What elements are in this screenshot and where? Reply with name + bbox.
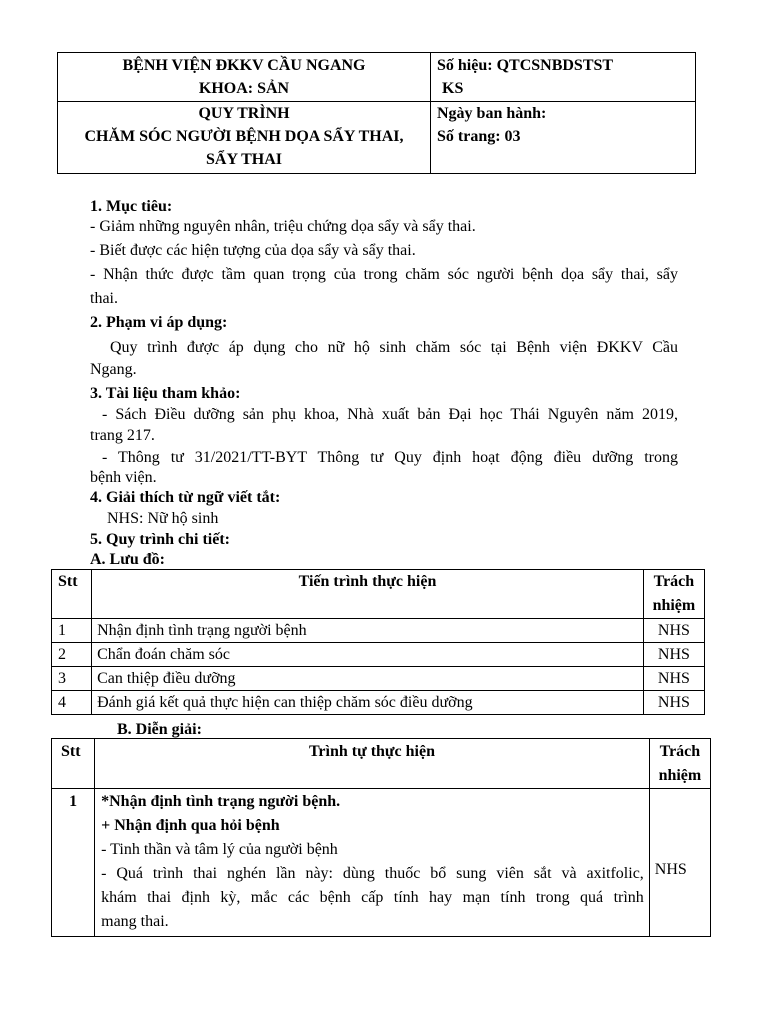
section-4-heading: 4. Giải thích từ ngữ viết tắt: — [90, 489, 281, 506]
document-title-line2: SẨY THAI — [205, 151, 283, 168]
table-row — [52, 619, 705, 643]
row-step: Nhận định tình trạng người bệnh — [92, 619, 644, 643]
objective-item-2: - Biết được các hiện tượng của dọa sẩy và sẩy thai. — [90, 242, 416, 259]
title-cell — [58, 102, 431, 174]
document-type: QUY TRÌNH — [198, 105, 290, 122]
explanation-heading: B. Diễn giải: — [117, 721, 202, 738]
hospital-name: BỆNH VIỆN ĐKKV CẦU NGANG — [122, 57, 366, 74]
section-1-heading: 1. Mục tiêu: — [90, 198, 173, 215]
stt-header: Stt — [52, 570, 92, 619]
row-stt: 3 — [52, 667, 92, 691]
scope-text-line2: Ngang. — [90, 361, 137, 378]
issue-date-label: Ngày ban hành: — [437, 105, 547, 122]
document-title-line1: CHĂM SÓC NGƯỜI BỆNH DỌA SẨY THAI, — [84, 128, 404, 145]
reference-2-line1: - Thông tư 31/2021/TT-BYT Thông tư Quy định hoạt động điều dưỡng trong — [102, 449, 678, 466]
section-2-heading: 2. Phạm vi áp dụng: — [90, 314, 228, 331]
table-row — [52, 667, 705, 691]
reference-1-line2: trang 217. — [90, 427, 155, 444]
reference-1-line1: - Sách Điều dưỡng sản phụ khoa, Nhà xuất bản Đại học Thái Nguyên năm 2019, — [102, 406, 678, 423]
table-row — [52, 789, 711, 937]
row-step: Can thiệp điều dưỡng — [92, 667, 644, 691]
assessment-item-2-line3: mang thai. — [101, 913, 169, 930]
row-stt: 4 — [52, 691, 92, 715]
hospital-cell — [58, 53, 431, 102]
table-header-row — [52, 570, 705, 619]
responsibility-header-line2: nhiệm — [652, 597, 696, 614]
page-count-label: Số trang: 03 — [437, 128, 521, 145]
row-stt: 1 — [52, 789, 95, 937]
responsibility-header — [643, 570, 704, 619]
row-responsibility: NHS — [649, 789, 710, 937]
scope-text-line1: Quy trình được áp dụng cho nữ hộ sinh chăm sóc tại Bệnh viện ĐKKV Cầu — [110, 339, 678, 356]
flowchart-table — [51, 569, 705, 715]
row-responsibility: NHS — [643, 667, 704, 691]
assessment-item-2-line2: khám thai định kỳ, mắc các bệnh cấp tính hay mạn tính trong quá trình — [101, 889, 644, 906]
section-3-heading: 3. Tài liệu tham khảo: — [90, 385, 241, 402]
explanation-table — [51, 738, 711, 937]
row-responsibility: NHS — [643, 619, 704, 643]
objective-item-3-line1: - Nhận thức được tầm quan trọng của trong chăm sóc người bệnh dọa sẩy thai, sẩy — [90, 266, 678, 283]
stt-header: Stt — [52, 739, 95, 789]
responsibility-header-line1: Trách — [659, 743, 701, 760]
row-stt: 2 — [52, 643, 92, 667]
process-header: Trình tự thực hiện — [95, 739, 650, 789]
assessment-title: *Nhận định tình trạng người bệnh. — [101, 793, 341, 810]
abbreviation-text: NHS: Nữ hộ sinh — [107, 510, 219, 527]
objective-item-3-line2: thai. — [90, 290, 118, 307]
section-5-heading: 5. Quy trình chi tiết: — [90, 531, 230, 548]
row-step: Chẩn đoán chăm sóc — [92, 643, 644, 667]
row-stt: 1 — [52, 619, 92, 643]
responsibility-header-line1: Trách — [653, 573, 695, 590]
row-step: Đánh giá kết quả thực hiện can thiệp chăm sóc điều dưỡng — [92, 691, 644, 715]
reference-2-line2: bệnh viện. — [90, 469, 157, 486]
row-responsibility: NHS — [643, 691, 704, 715]
responsibility-header — [649, 739, 710, 789]
row-responsibility: NHS — [643, 643, 704, 667]
objective-item-1: - Giảm những nguyên nhân, triệu chứng dọa sẩy và sẩy thai. — [90, 218, 476, 235]
flowchart-heading: A. Lưu đồ: — [90, 551, 165, 568]
table-row — [52, 643, 705, 667]
table-header-row — [52, 739, 711, 789]
assessment-item-2-line1: - Quá trình thai nghén lần này: dùng thuốc bổ sung viên sắt và axitfolic, — [101, 865, 644, 882]
assessment-subtitle: + Nhận định qua hỏi bệnh — [101, 817, 280, 834]
document-header-table — [57, 52, 696, 174]
document-code-suffix: KS — [442, 80, 464, 97]
department-name: KHOA: SẢN — [198, 80, 290, 97]
issue-cell — [431, 102, 696, 174]
assessment-item-1: - Tinh thần và tâm lý của người bệnh — [101, 841, 338, 858]
document-code: Số hiệu: QTCSNBDSTST — [437, 57, 614, 74]
table-row — [52, 691, 705, 715]
responsibility-header-line2: nhiệm — [658, 767, 702, 784]
process-header: Tiến trình thực hiện — [92, 570, 644, 619]
row-content — [95, 789, 650, 937]
code-cell — [431, 53, 696, 102]
